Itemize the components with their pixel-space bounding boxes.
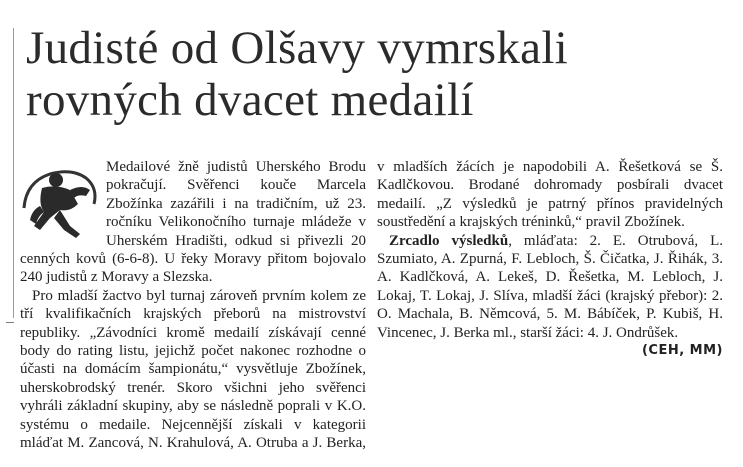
results-text: , mláďata: 2. E. Otrubová, L. Szumiato, A. Zpurná, F. Lebloch, Š. Čičatka, J. Řihák, 3. A. Kadlčková, A. Lekeš, D. Řešetka, M. Lebloch, J. Lokaj, T. Lokaj, J. Slíva, mladší žáci (krajský přebor): 2. O. Machala, B. Němcová, 5. M. Bábíček, P. Kubiš, H. Vincenec, J. Berka ml., starší žáci: 4. J. Ondrůšek. (377, 232, 723, 341)
headline-line-2: rovných dvacet medailí (26, 74, 474, 126)
paragraph-1: Medailové žně judistů Uherského Brodu pokračují. Svěřenci kouče Marcela Zbožínka zazářili i na tradičním, už 23. ročníku Velikonočního turnaje mládeže v Uherském Hradišti, odkud si přivezli 20 cenných kovů (6-6-8). U řeky Moravy přitom bojovalo 240 judistů z Moravy a Slezska. (20, 159, 366, 286)
results-label: Zrcadlo výsledků (389, 232, 509, 249)
judo-throw-icon (20, 160, 98, 244)
column-rule (13, 28, 14, 318)
headline (26, 22, 741, 126)
margin-tick (6, 322, 14, 323)
headline-line-1: Judisté od Olšavy vymrskali (26, 22, 569, 74)
byline-credit: (CEH, MM) (641, 343, 723, 359)
article-column-1 (20, 158, 723, 458)
paragraph-2-text: Pro mladší žactvo byl turnaj zároveň prvním kolem ze tří kvalifikačních krajských přeborů na mistrovství republiky. „Závodníci kromě medailí získávají cenné body do rating listu, jejichž počet nakonec rozhodne o účasti na domácím šampionátu,“ vysvětluje Zbožínek, uherskobrodský trenér. Skoro všichni jeho svěřenci vyhráli základní skupiny, aby se následně poprali v K.O. systému o medaile. Nejcennější získali v kategorii mláďat M. Zancová, N. Krahulová, A. Otruba a J. Berka, v mladších žácích je napodobili A. Řešetková se Š. Kadlčkovou. Brodané dohromady posbírali dvacet medailí. „Z výsledků je patrný přínos pravidelných soustředění a krajských tréninků,“ pravil Zbožínek. (20, 159, 723, 452)
